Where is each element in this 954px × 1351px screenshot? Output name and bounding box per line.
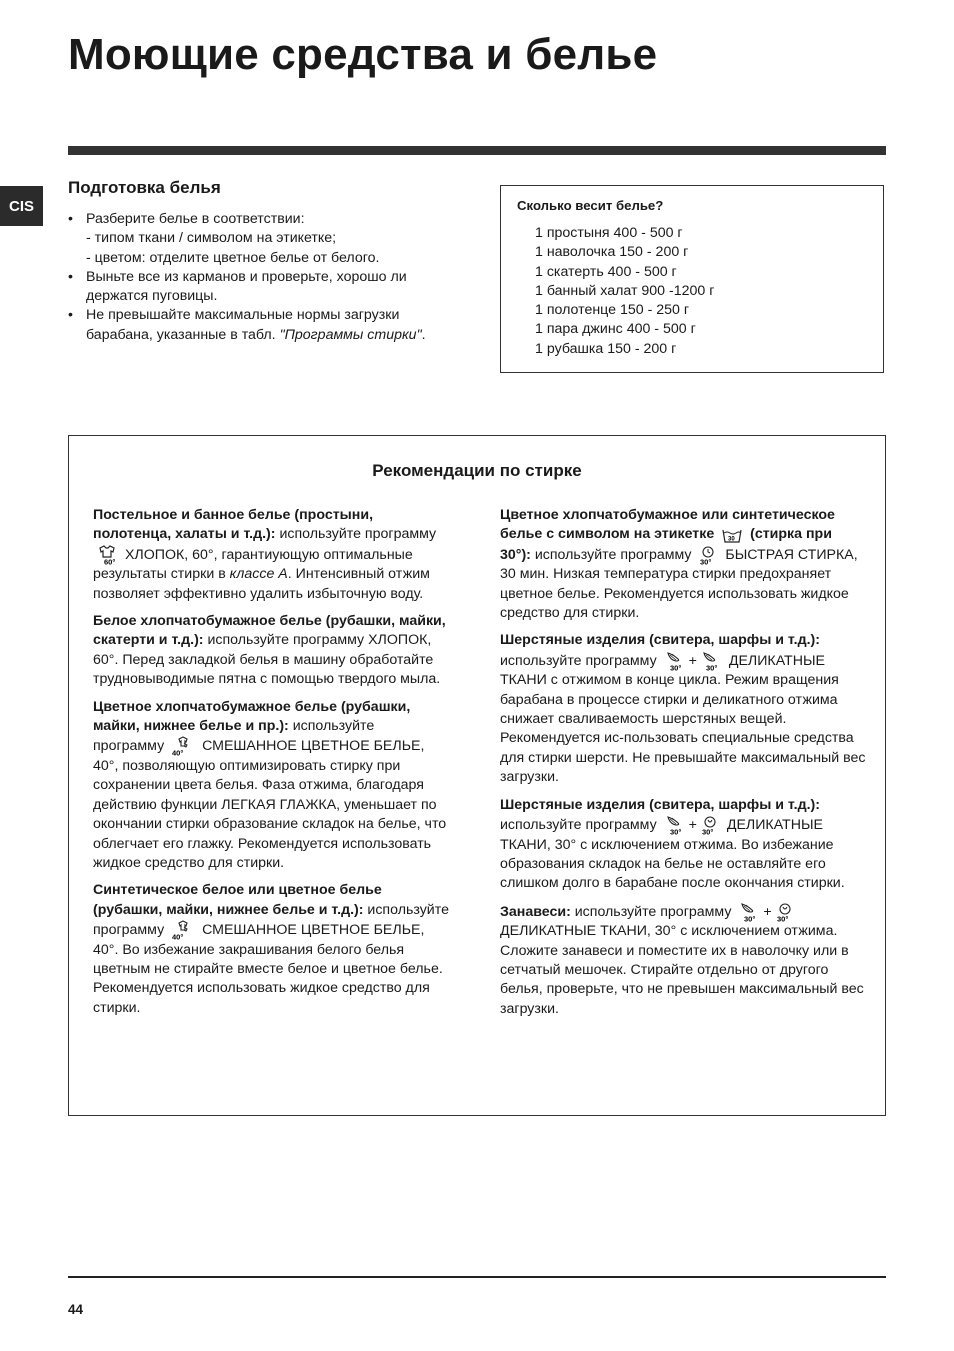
prep-item-3-end: .	[421, 326, 426, 343]
weight-item: 1 банный халат 900 -1200 г	[535, 282, 715, 299]
rec-bold: Шерстяные изделия (свитера, шарфы и т.д.):	[500, 632, 820, 649]
rec-text: используйте программу	[500, 817, 661, 834]
no-spin-icon	[700, 815, 720, 835]
wool-icon	[664, 815, 686, 835]
rec-paragraph	[500, 902, 866, 1019]
weight-box	[500, 185, 884, 373]
no-spin-temp: 30°	[701, 827, 714, 836]
rec-bold: Шерстяные изделия (свитера, шарфы и т.д.):	[500, 796, 820, 813]
list-item	[68, 306, 468, 345]
prep-item-3-ref: "Программы стирки"	[279, 326, 422, 343]
quick-wash-icon	[698, 545, 718, 565]
rec-text: ХЛОПОК, 60°, гарантиующую оптимальные результаты стирки в	[93, 546, 413, 583]
cotton-icon-temp: 60°	[104, 557, 116, 565]
list-item	[68, 268, 468, 307]
quick-wash-temp: 30°	[700, 557, 712, 565]
svg-text:30: 30	[728, 536, 735, 543]
rec-paragraph	[500, 796, 866, 894]
weight-item: 1 наволочка 150 - 200 г	[535, 244, 689, 261]
weight-item: 1 простыня 400 - 500 г	[535, 225, 683, 241]
plus-sign: +	[763, 903, 772, 920]
rec-text: используйте программу	[530, 546, 696, 563]
rec-text: используйте программу	[500, 652, 661, 669]
cotton-program-icon	[96, 545, 118, 565]
weight-item: 1 рубашка 150 - 200 г	[535, 340, 677, 357]
recommendations-right-column	[500, 506, 866, 1027]
language-tab: CIS	[0, 186, 43, 226]
recommendations-left-column	[93, 506, 449, 1026]
wool-icon-temp: 30°	[669, 827, 681, 836]
rec-text: используйте программу ХЛОПОК, 60°. Перед закладкой белья в машину обработайте трудновыводимые пятна с помощью твердого мыла.	[93, 632, 441, 688]
wool-icon	[700, 651, 722, 671]
rec-bold: Занавеси:	[500, 903, 571, 920]
rec-text: СМЕШАННОЕ ЦВЕТНОЕ БЕЛЬЕ, 40°. Во избежание закрашивания белого белья цветным не стирайте вместе белое и цветное белье. Рекомендуется использовать жидкое средство для стирки.	[93, 922, 443, 1016]
rec-text: используйте программу	[93, 901, 449, 939]
rec-bold: (стирка при 30°):	[500, 526, 832, 563]
mixed-icon-temp: 40°	[172, 932, 184, 941]
wool-icon-temp: 30°	[744, 914, 756, 922]
rec-paragraph	[93, 612, 449, 690]
weight-item: 1 полотенце 150 - 250 г	[535, 302, 690, 319]
rec-paragraph	[93, 698, 449, 874]
rec-text: . Интенсивный отжим позволяет эффективно удалить избыточную воду.	[93, 566, 430, 602]
rec-bold: Белое хлопчатобумажное белье (рубашки, майки, скатерти и т.д.):	[93, 613, 446, 649]
prep-item-1: Разберите белье в соответствии:	[86, 211, 305, 227]
wool-icon	[738, 902, 760, 922]
wool-icon	[664, 651, 686, 671]
rec-text: используйте программу	[570, 903, 736, 920]
rec-paragraph	[93, 506, 449, 604]
page-title: Моющие средства и белье	[68, 30, 658, 79]
mixed-program-icon	[171, 920, 195, 940]
rec-paragraph	[500, 631, 866, 787]
weight-item: 1 скатерть 400 - 500 г	[535, 263, 677, 280]
no-spin-icon	[775, 902, 795, 922]
rec-italic: классе А	[229, 566, 288, 583]
prep-item-1-sub-2: - цветом: отделите цветное белье от белого.	[86, 249, 380, 266]
rec-text: БЫСТРАЯ СТИРКА, 30 мин. Низкая температура стирки предохраняет цветное белье. Рекомендуется использовать жидкое средство для стирки.	[500, 546, 858, 622]
wool-icon-temp: 30°	[705, 663, 718, 671]
rec-bold: Цветное хлопчатобумажное или синтетическое белье с символом на этикетке	[500, 507, 835, 543]
footer-divider	[68, 1276, 886, 1278]
prep-item-1-sub-1: - типом ткани / символом на этикетке;	[86, 230, 337, 247]
mixed-program-icon	[171, 736, 195, 756]
page-number: 44	[68, 1302, 84, 1317]
weight-heading: Сколько весит белье?	[517, 198, 664, 213]
wash-tub-30-icon	[721, 528, 743, 544]
weight-list	[535, 224, 714, 359]
plus-sign: +	[688, 817, 697, 834]
prep-heading: Подготовка белья	[68, 178, 221, 197]
prep-list	[68, 210, 468, 345]
rec-bold: Цветное хлопчатобумажное белье (рубашки, майки, нижнее белье и пр.):	[93, 698, 411, 735]
rec-text: СМЕШАННОЕ ЦВЕТНОЕ БЕЛЬЕ, 40°, позволяющую оптимизировать стирку при сохранении цвета белья. Фаза отжима, благодаря действию функции ЛЕГКАЯ ГЛАЖКА, уменьшает по окончании стирки образование складок на белье, что облегчает его глажку. Рекомендуется использовать жидкое средство для стирки.	[93, 738, 447, 871]
rec-text: ДЕЛИКАТНЫЕ ТКАНИ, 30° с исключением отжима. Во избежание образования складок на белье не оставляйте его слишком долго в барабане после окончания стирки.	[500, 817, 845, 892]
prep-item-2: Выньте все из карманов и проверьте, хорошо ли держатся пуговицы.	[86, 268, 407, 305]
prep-item-3-text: Не превышайте максимальные нормы загрузки барабана, указанные в табл.	[86, 307, 400, 343]
rec-text: ДЕЛИКАТНЫЕ ТКАНИ, 30° с исключением отжима. Сложите занавеси и поместите их в наволочку или в сетчатый мешочек. Стирайте отдельно от другого белья, проверьте, что не превышен максимальный вес загрузки.	[500, 923, 864, 1017]
title-divider	[68, 146, 886, 155]
recommendations-heading: Рекомендации по стирке	[372, 461, 582, 480]
weight-item: 1 пара джинс 400 - 500 г	[535, 321, 696, 338]
recommendations-box	[68, 435, 886, 1116]
rec-bold: Синтетическое белое или цветное белье (рубашки, майки, нижнее белье и т.д.):	[93, 882, 382, 918]
mixed-icon-temp: 40°	[172, 748, 184, 757]
rec-text: используйте программу	[275, 526, 437, 543]
rec-paragraph	[93, 881, 449, 1018]
rec-text: ДЕЛИКАТНЫЕ ТКАНИ с отжимом в конце цикла. Режим вращения барабана в процессе стирки и деликатного отжима снижает сваливаемость шерстяных вещей. Рекомендуется ис-пользовать специальные средства для стирки шерсти. Не превышайте максимальный вес загрузки.	[500, 652, 866, 786]
rec-paragraph	[500, 506, 866, 623]
rec-bold: Постельное и банное белье (простыни, полотенца, халаты и т.д.):	[93, 507, 374, 543]
wool-icon-temp: 30°	[669, 663, 681, 671]
rec-text: используйте программу	[93, 718, 375, 755]
plus-sign: +	[688, 652, 697, 669]
no-spin-temp: 30°	[776, 914, 789, 922]
list-item	[68, 210, 468, 268]
